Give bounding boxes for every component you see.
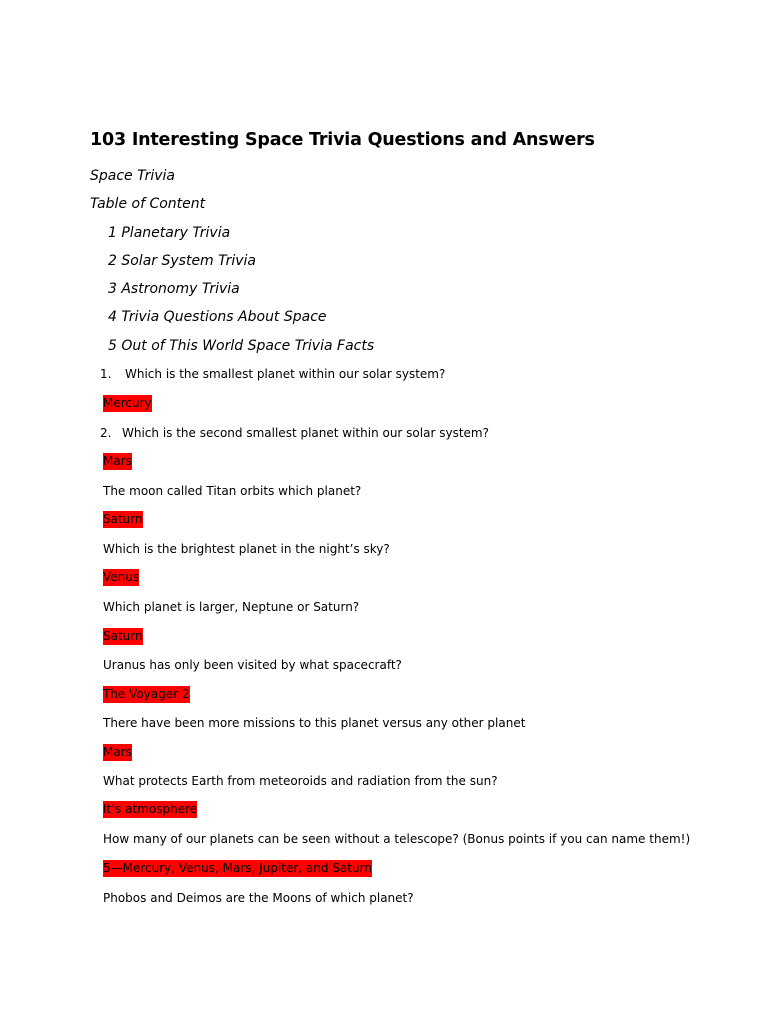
answer-highlight: Saturn: [103, 629, 143, 643]
answer-highlight: The Voyager 2: [103, 687, 190, 701]
list-number: 2.: [100, 426, 112, 440]
toc-item-1: 1 Planetary Trivia: [108, 225, 231, 241]
question-text: There have been more missions to this planet versus any other planet: [103, 716, 526, 730]
answer-highlight: It’s atmosphere: [103, 802, 198, 816]
question-text: What protects Earth from meteoroids and radiation from the sun?: [103, 774, 498, 788]
toc-item-4: 4 Trivia Questions About Space: [108, 309, 327, 325]
question-text: Phobos and Deimos are the Moons of which planet?: [103, 891, 414, 905]
toc-item-5: 5 Out of This World Space Trivia Facts: [108, 338, 375, 354]
answer-highlight: Saturn: [103, 512, 143, 526]
question-text: The moon called Titan orbits which planet?: [103, 484, 362, 498]
document-title: 103 Interesting Space Trivia Questions and Answers: [90, 130, 595, 150]
toc-heading: Table of Content: [90, 196, 206, 212]
question-text: Which is the smallest planet within our solar system?: [125, 367, 446, 381]
answer-highlight: Venus: [103, 570, 140, 584]
question-text: How many of our planets can be seen without a telescope? (Bonus points if you can name them!): [103, 832, 691, 846]
answer-highlight: Mercury: [103, 396, 152, 410]
question-text: Which planet is larger, Neptune or Saturn?: [103, 600, 360, 614]
answer-highlight: Mars: [103, 745, 132, 759]
question-text: Uranus has only been visited by what spacecraft?: [103, 658, 402, 672]
toc-item-3: 3 Astronomy Trivia: [108, 281, 240, 297]
subtitle: Space Trivia: [90, 168, 175, 184]
answer-highlight: 5—Mercury, Venus, Mars, Jupiter, and Saturn: [103, 861, 372, 875]
answer-highlight: Mars: [103, 454, 132, 468]
list-number: 1.: [100, 367, 112, 381]
toc-item-2: 2 Solar System Trivia: [108, 253, 257, 269]
question-text: Which is the second smallest planet within our solar system?: [122, 426, 489, 440]
question-text: Which is the brightest planet in the night’s sky?: [103, 542, 390, 556]
